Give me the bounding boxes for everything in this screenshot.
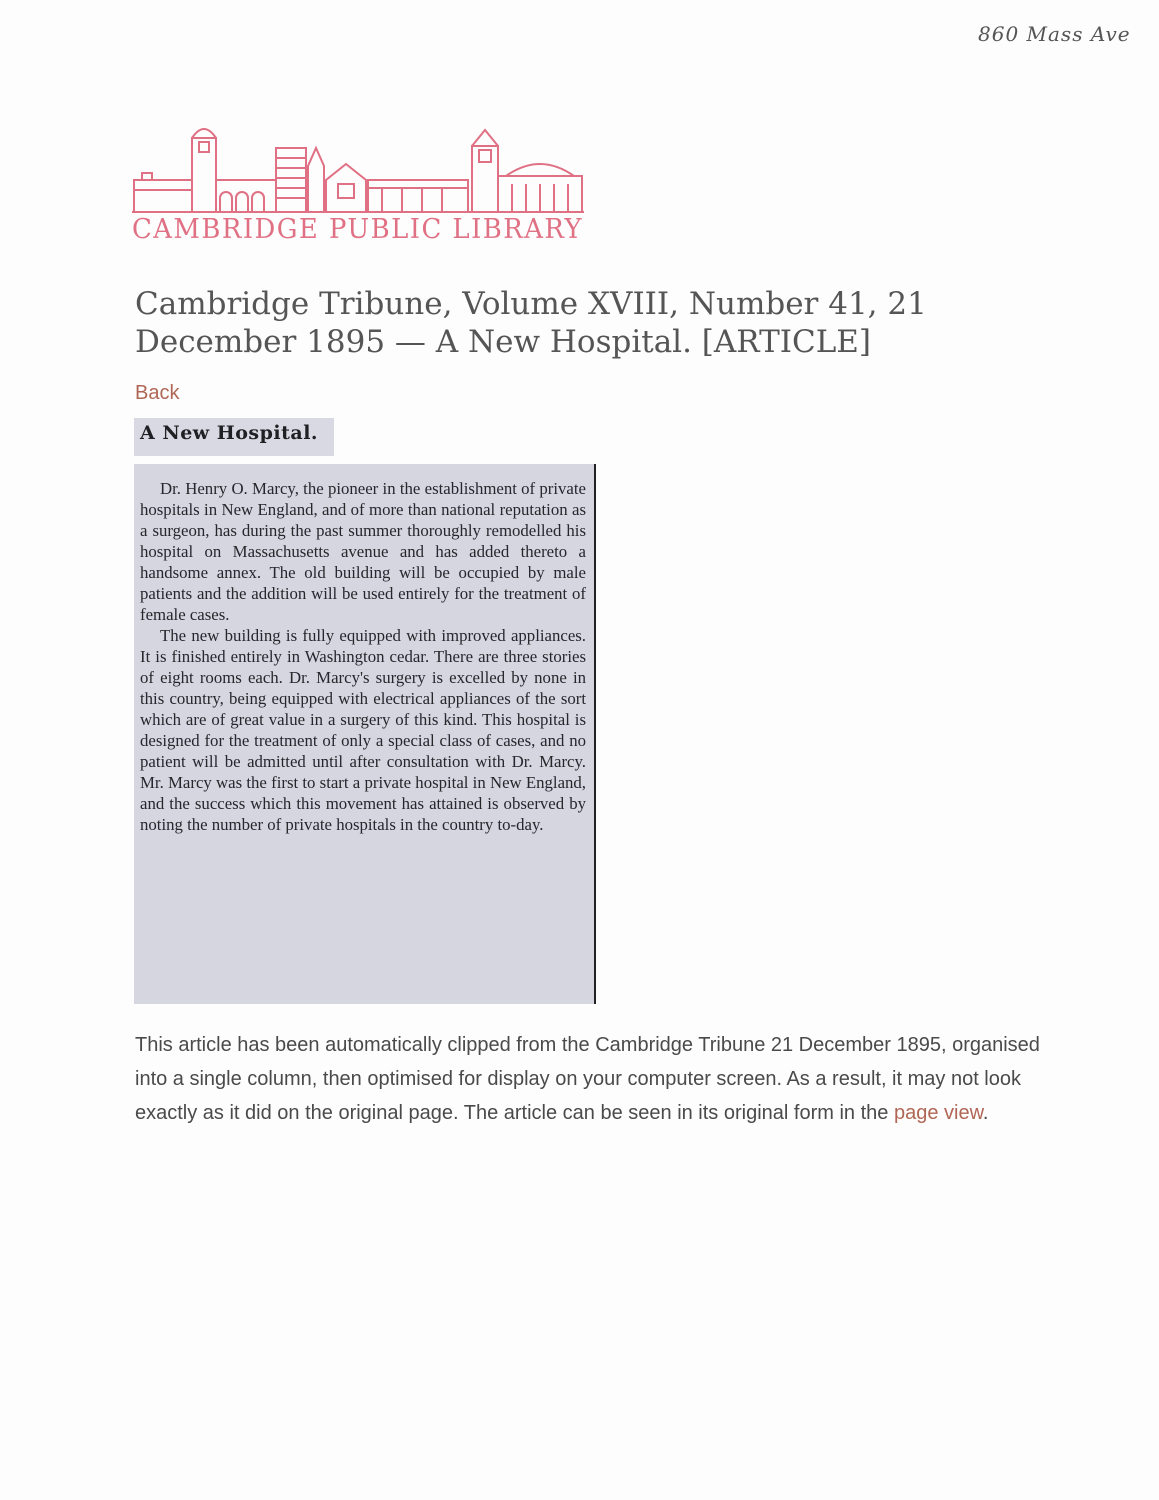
clipping-note-end: . bbox=[982, 1102, 989, 1124]
handwritten-note: 860 Mass Ave bbox=[978, 22, 1131, 46]
clipping-note-text: This article has been automatically clipped from the Cambridge Tribune 21 December 1895, organised into a single column, then optimised for display on your computer screen. As a result, it may not look exactly as it did on the original page. The article can be seen in its original form in the bbox=[135, 1034, 1040, 1124]
page-view-link[interactable]: page view bbox=[893, 1102, 983, 1124]
clipping-note bbox=[135, 1028, 1050, 1130]
article-paragraph: The new building is fully equipped with improved appliances. It is finished entirely in Washington cedar. There are three stories of eight rooms each. Dr. Marcy's surgery is excelled by none in this country, being equipped with electrical appliances of the sort which are of great value in a surgery of this kind. This hospital is designed for the treatment of only a special class of cases, and no patient will be admitted until after consultation with Dr. Marcy. Mr. Marcy was the first to start a private hospital in New England, and the success which this movement has attained is observed by noting the number of private hospitals in the country to-day. bbox=[140, 626, 586, 834]
article-headline: A New Hospital. bbox=[134, 418, 334, 456]
page-title: Cambridge Tribune, Volume XVIII, Number 41, 21 December 1895 — A New Hospital. [ARTICLE] bbox=[135, 286, 927, 360]
library-name: CAMBRIDGE PUBLIC LIBRARY bbox=[132, 214, 584, 245]
article-clipping bbox=[134, 464, 596, 1004]
article-paragraph: Dr. Henry O. Marcy, the pioneer in the establishment of private hospitals in New England, and of more than national reputation as a surgeon, has during the past summer thoroughly remodelled his hospital on Massachusetts avenue and has added thereto a handsome annex. The old building will be occupied by male patients and the addition will be used entirely for the treatment of female cases. bbox=[140, 479, 586, 624]
back-link[interactable]: Back bbox=[135, 382, 180, 404]
